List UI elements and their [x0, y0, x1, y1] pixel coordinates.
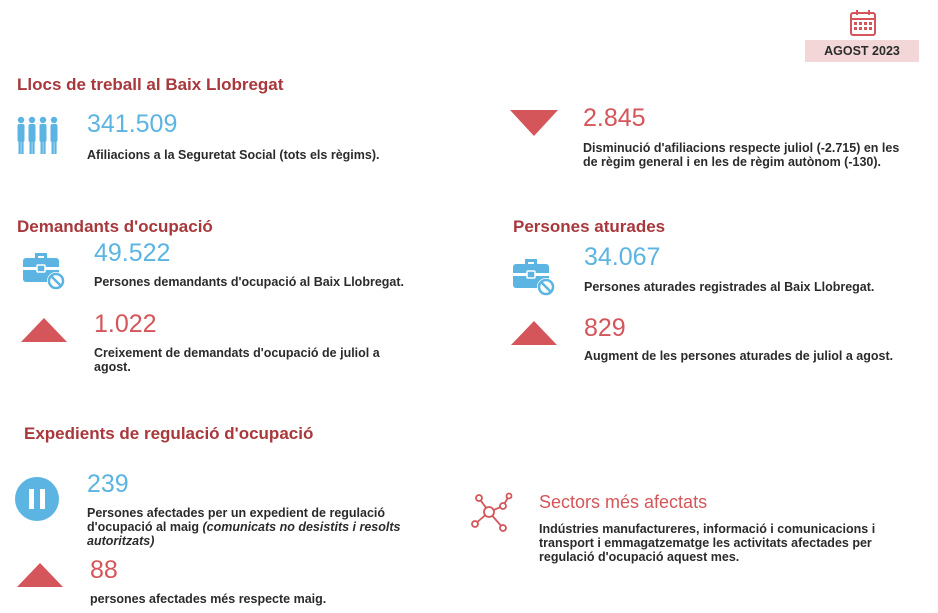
people-group-icon: [15, 116, 61, 156]
briefcase-blocked-icon: [511, 251, 557, 297]
affiliations-decrease-desc-line1: Disminució d'afiliacions respecte juliol (-2.715) en les: [583, 141, 900, 155]
expedients-value: 239: [87, 470, 129, 498]
section-title-aturades: Persones aturades: [513, 217, 666, 236]
sectors-desc-line1: Indústries manufactureres, informació i comunicacions i: [539, 522, 876, 536]
briefcase-blocked-icon: [21, 245, 67, 291]
demandants-increase-desc-line2: agost.: [94, 360, 131, 374]
expedients-desc-line3-italic: autoritzats): [87, 534, 155, 548]
triangle-down-icon: [510, 110, 558, 136]
demandants-desc: Persones demandants d'ocupació al Baix Llobregat.: [94, 275, 404, 289]
demandants-increase-desc-line1: Creixement de demandats d'ocupació de juliol a: [94, 346, 380, 360]
aturades-value: 34.067: [584, 243, 661, 271]
expedients-desc-line2-italic: (comunicats no desistits i resolts: [202, 520, 401, 534]
demandants-value: 49.522: [94, 239, 171, 267]
affiliations-desc: Afiliacions a la Seguretat Social (tots els règims).: [87, 148, 380, 162]
affiliations-decrease-desc-line2: de règim general i en les de règim autònom (-130).: [583, 155, 881, 169]
aturades-desc: Persones aturades registrades al Baix Llobregat.: [584, 280, 875, 294]
calendar-icon: [849, 9, 877, 37]
expedients-desc-line2: [87, 520, 427, 534]
demandants-increase-desc: [94, 346, 414, 374]
date-badge: AGOST 2023: [805, 40, 919, 62]
affiliations-decrease-value: 2.845: [583, 104, 646, 132]
section-title-demandants: Demandants d'ocupació: [17, 217, 213, 236]
network-nodes-icon: [467, 492, 513, 534]
sectors-desc-line2: transport i emmagatzematge les activitats afectades per: [539, 536, 872, 550]
section-title-expedients: Expedients de regulació d'ocupació: [24, 424, 314, 443]
expedients-desc-line1: Persones afectades per un expedient de regulació: [87, 506, 386, 520]
expedients-desc-line3: [87, 534, 427, 548]
affiliations-decrease-desc: [583, 141, 923, 169]
expedients-desc: [87, 506, 427, 548]
aturades-increase-desc: Augment de les persones aturades de juliol a agost.: [584, 349, 894, 363]
triangle-up-icon: [17, 563, 63, 587]
sectors-desc: [539, 522, 929, 564]
expedients-increase-desc: persones afectades més respecte maig.: [90, 592, 327, 606]
expedients-desc-line2-plain: d'ocupació al maig: [87, 520, 203, 534]
section-title-llocs: Llocs de treball al Baix Llobregat: [17, 75, 284, 94]
aturades-increase-value: 829: [584, 314, 626, 342]
affiliations-value: 341.509: [87, 110, 178, 138]
sectors-desc-line3: regulació d'ocupació aquest mes.: [539, 550, 740, 564]
demandants-increase-value: 1.022: [94, 310, 157, 338]
pause-circle-icon: [15, 477, 59, 521]
triangle-up-icon: [21, 318, 67, 342]
sectors-title: Sectors més afectats: [539, 492, 708, 512]
expedients-increase-value: 88: [90, 556, 118, 584]
triangle-up-icon: [511, 321, 557, 345]
